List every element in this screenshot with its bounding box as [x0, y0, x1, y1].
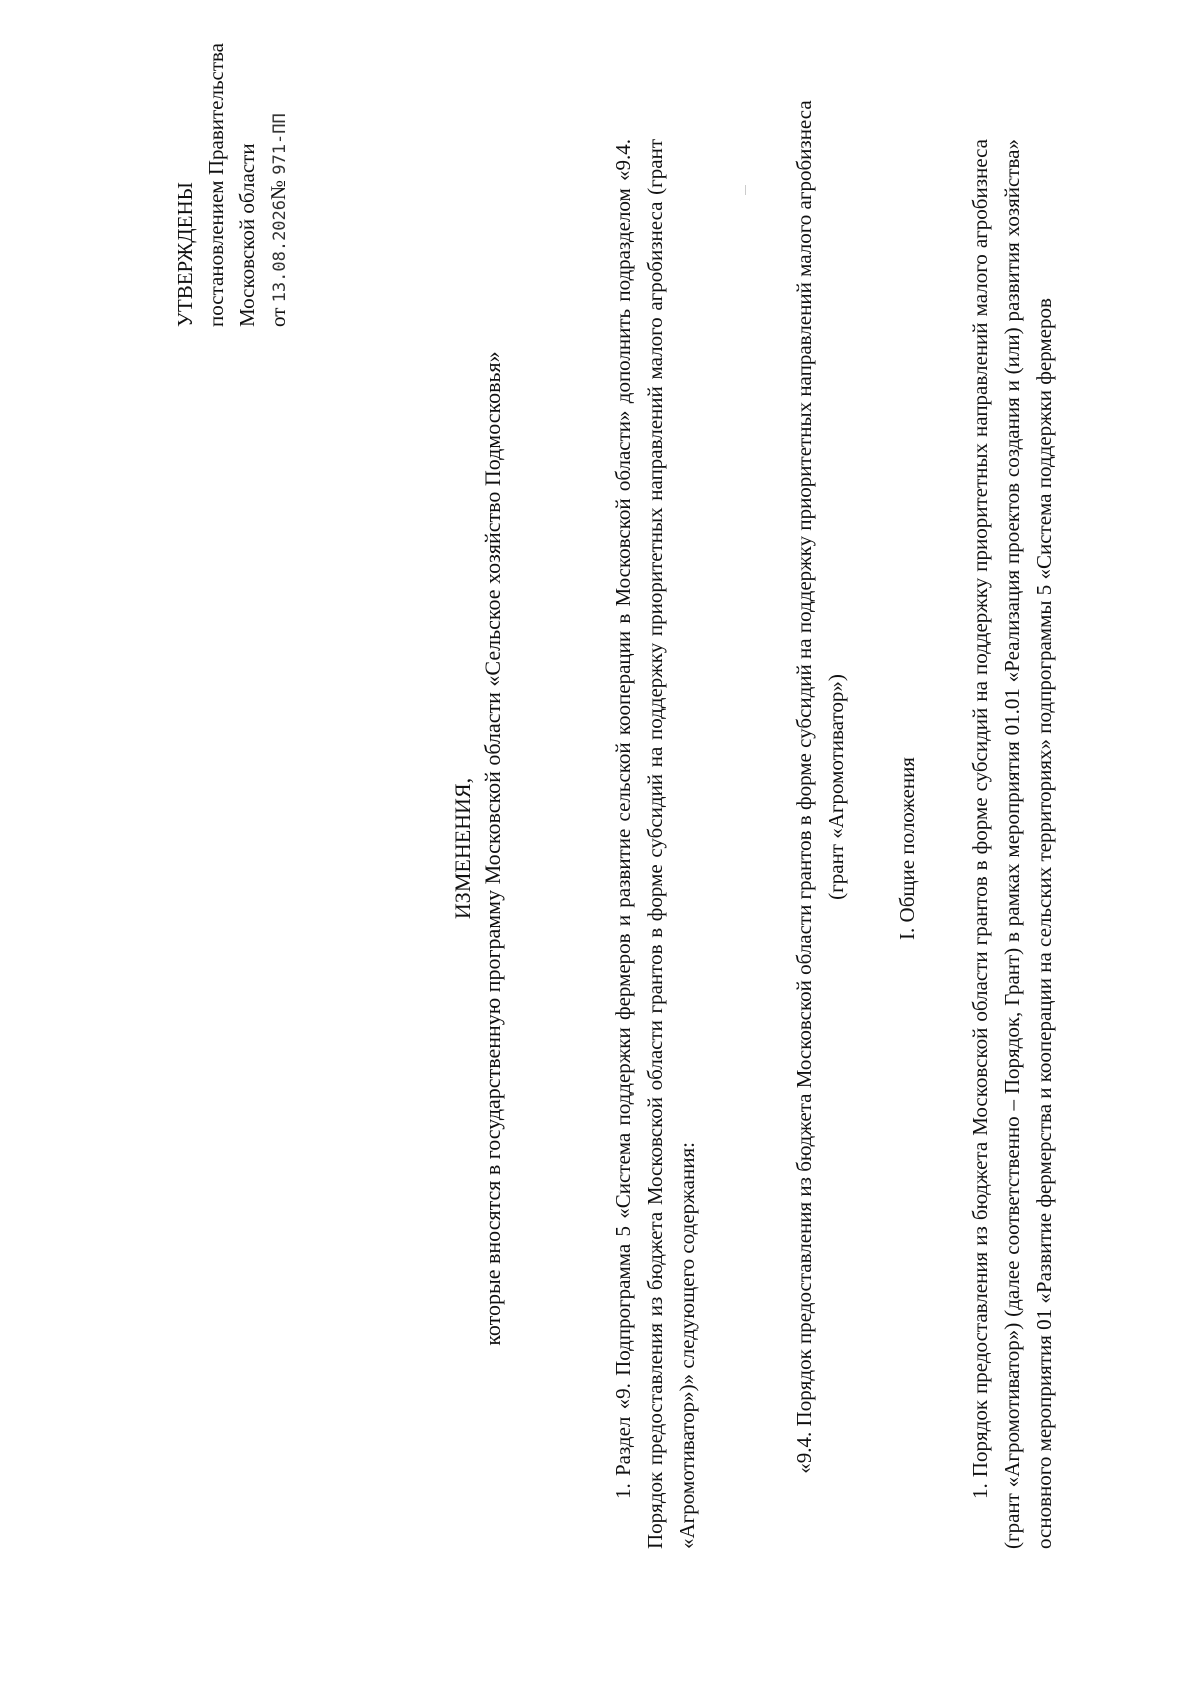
paragraph-1: 1. Раздел «9. Подпрограмма 5 «Система поддержки фермеров и развитие сельской кооперации в Московской области» дополнить подразделом «9.4. Порядок предоставления из бюджета Московской области грантов в форме субсидий на поддержку приоритетных направлений малого агробизнеса (грант «Агромотиватор»)» следующего содержания: — [611, 139, 699, 1549]
approval-authority: постановлением Правительства — [204, 42, 228, 327]
approval-title: УТВЕРЖДЕНЫ — [173, 182, 197, 327]
approval-region: Московской области — [235, 143, 259, 327]
section-title: «9.4. Порядок предоставления из бюджета Московской области грантов в форме субсидий на поддержку приоритетных направлений малого агробизнеса (грант «Агромотиватор») — [792, 100, 848, 1474]
approval-number: 971-ПП — [270, 113, 290, 175]
document-title: ИЗМЕНЕНИЯ, — [450, 777, 475, 920]
approval-date-line — [263, 7, 296, 327]
approval-date-prefix: от — [266, 307, 290, 327]
paragraph-2: 1. Порядок предоставления из бюджета Московской области грантов в форме субсидий на поддержку приоритетных направлений малого агробизнеса (грант «Агромотиватор») (далее соответственно – Порядок, Грант) в рамках мероприятия 01.01 «Реализация проектов создания и (или) развития хозяйства» основного мероприятия 01 «Развитие фермерства и кооперации на сельских территориях» подпрограммы 5 «Система поддержки фермеров — [968, 139, 1056, 1549]
approval-date: 13.08.2026 — [270, 199, 290, 303]
approval-block — [170, 7, 296, 327]
chapter-title: I. Общие положения — [895, 757, 919, 940]
document-heading — [448, 0, 508, 1697]
document-subtitle: которые вносятся в государственную программу Московской области «Сельское хозяйство Подмосковья» — [480, 351, 505, 1346]
approval-number-sign: № — [266, 179, 290, 200]
